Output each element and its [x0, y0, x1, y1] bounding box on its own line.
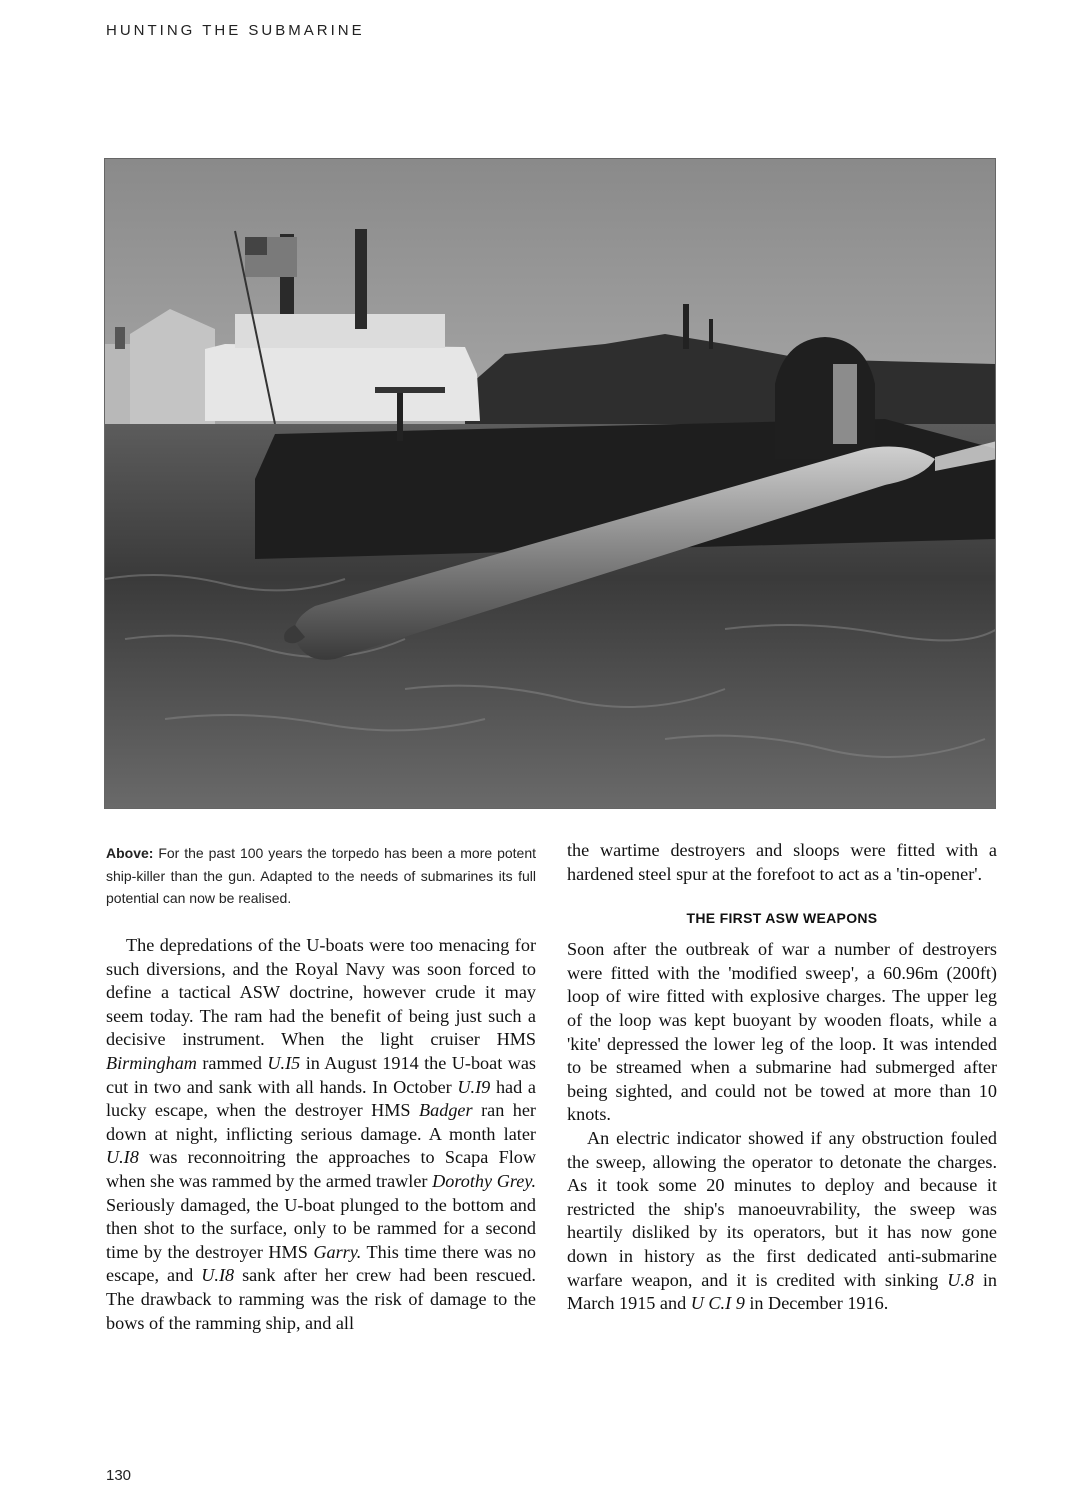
photo-caption [106, 842, 536, 910]
section-subheading: THE FIRST ASW WEAPONS [686, 910, 878, 927]
page-number: 130 [106, 1467, 132, 1484]
text-run: An electric indicator showed if any obstruction fouled the sweep, allowing the operator to detonate the charges. As it took some 20 minutes to deploy and because it restricted the ship's manoeuvrability, the sweep was heartily disliked by its operators, but it has now gone down in history as the first dedicated anti-submarine warfare weapon, and it is credited with sinking [567, 1127, 997, 1290]
torpedo-photograph [104, 158, 996, 809]
italic-name: U.8 [947, 1269, 975, 1290]
left-column [106, 934, 536, 1335]
italic-name: U.I5 [267, 1052, 301, 1073]
italic-name: Garry. [313, 1241, 362, 1262]
text-run: in December 1916. [744, 1293, 889, 1314]
text-run: This time there was no escape, and [106, 1241, 537, 1286]
text-run: rammed [196, 1052, 268, 1073]
text-run: ran her down at night, inflicting serious damage. A month later [106, 1100, 536, 1144]
italic-name: Badger [419, 1100, 473, 1121]
body-paragraph-1: Soon after the outbreak of war a number of destroyers were fitted with the 'modified sweep', a 60.96m (200ft) loop of wire fitted with explosive charges. The upper leg of the loop was kept buoyant by wooden floats, while a 'kite' depressed the lower leg of the loop. It was intended to be streamed when a submarine had submerged after being sighted, and could not be towed at more than 10 knots. [567, 939, 997, 1125]
text-run: in March 1915 and [567, 1269, 997, 1314]
body-paragraph-2 [567, 1127, 997, 1316]
italic-name: U.I8 [106, 1147, 139, 1168]
italic-name: U.I9 [457, 1076, 491, 1097]
italic-name: Birmingham [106, 1052, 197, 1073]
text-run: in August 1914 the U-boat was cut in two and sank with all hands. In October [106, 1052, 536, 1097]
italic-name: Dorothy Grey. [432, 1170, 536, 1191]
text-run: sank after her crew had been rescued. The drawback to ramming was the risk of damage to the bows of the ramming ship, and all [106, 1265, 536, 1333]
left-paragraph [106, 934, 536, 1335]
continuation-paragraph: the wartime destroyers and sloops were fitted with a hardened steel spur at the forefoot to act as a 'tin-opener'. [567, 840, 997, 884]
text-run: Seriously damaged, the U-boat plunged to the bottom and then shot to the surface, only to be rammed for a second time by the destroyer HMS [106, 1194, 536, 1262]
text-run: was reconnoitring the approaches to Scapa Flow when she was rammed by the armed trawler [106, 1147, 536, 1191]
caption-lead: Above: [106, 845, 154, 861]
text-run: The depredations of the U-boats were too menacing for such diversions, and the Royal Navy was soon forced to define a tactical ASW doctrine, however crude it may seem today. The ram had the benefit of being just such a decisive instrument. When the light cruiser HMS [106, 935, 536, 1050]
right-column [567, 839, 997, 1316]
italic-name: U C.I 9 [690, 1293, 745, 1314]
running-head: HUNTING THE SUBMARINE [106, 22, 365, 39]
text-run: had a lucky escape, when the destroyer HMS [106, 1076, 536, 1121]
caption-text: For the past 100 years the torpedo has been a more potent ship-killer than the gun. Adapted to the needs of submarines its full potential can now be realised. [106, 845, 536, 906]
italic-name: U.I8 [201, 1265, 235, 1286]
